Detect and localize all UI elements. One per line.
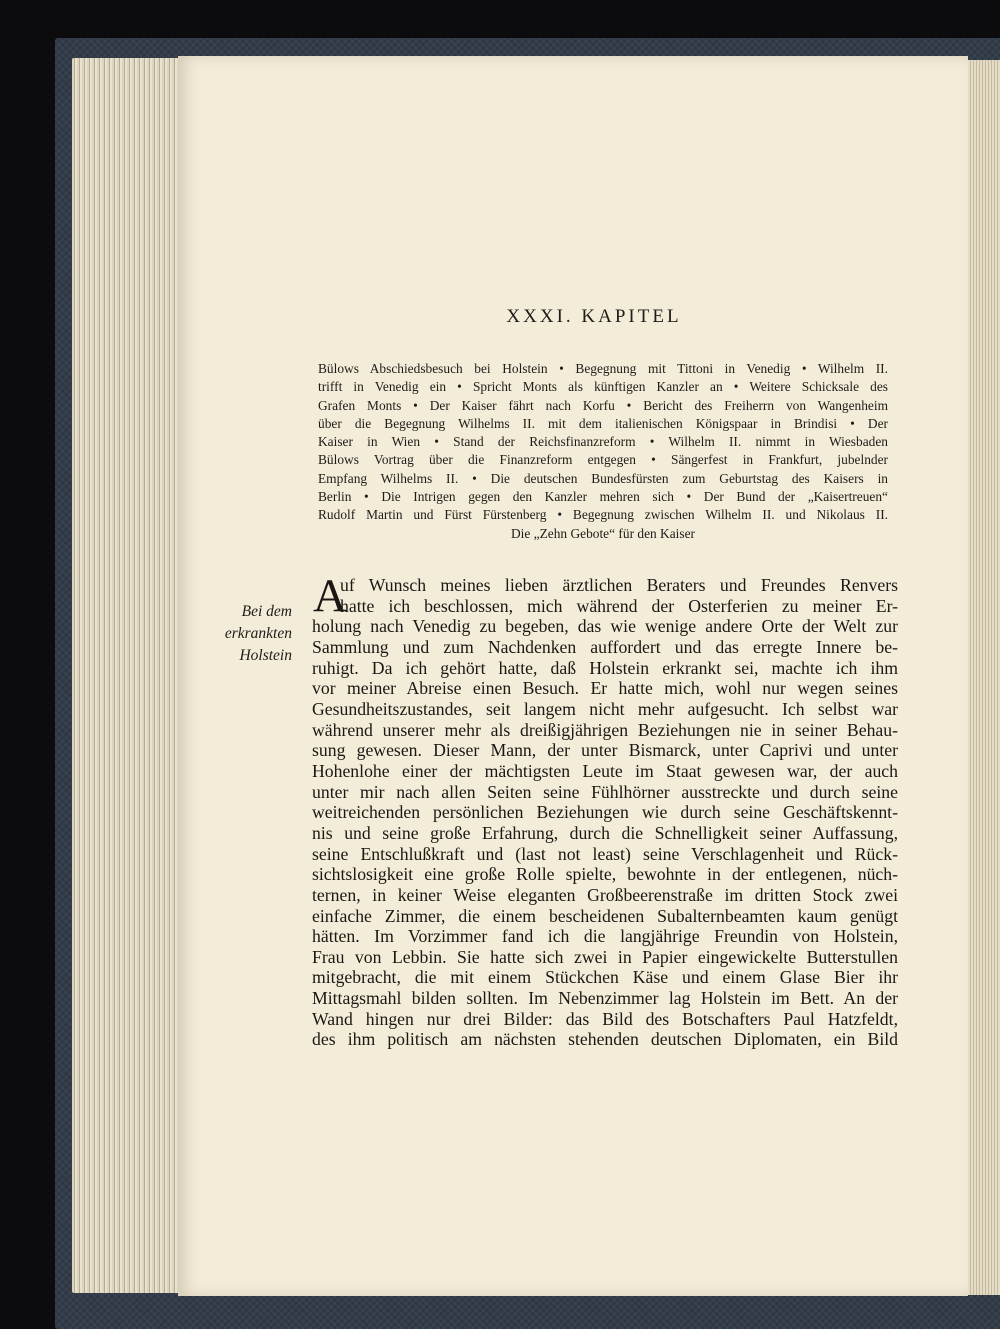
body-line: vor meiner Abreise einen Besuch. Er hatte mich, wohl nur wegen seines	[312, 678, 898, 699]
summary-line: Kaiser in Wien • Stand der Reichsfinanzreform • Wilhelm II. nimmt in Wiesbaden	[318, 434, 888, 450]
body-line: sung gewesen. Dieser Mann, der unter Bismarck, unter Caprivi und unter	[312, 740, 898, 761]
body-line: seine Entschlußkraft und (last not least) seine Verschlagenheit und Rück-	[312, 843, 898, 864]
page-edge-right	[968, 60, 1000, 1295]
summary-line: Empfang Wilhelms II. • Die deutschen Bundesfürsten zum Geburtstag des Kaisers in	[318, 470, 888, 486]
body-line: Mittagsmahl bilden sollten. Im Nebenzimmer lag Holstein im Bett. An der	[312, 988, 898, 1009]
body-text	[312, 570, 898, 1050]
body-line: unter mir nach allen Seiten seine Fühlhörner ausstreckte und durch seine	[312, 781, 898, 802]
body-line: nis und seine große Erfahrung, durch die Schnelligkeit seiner Auffassung,	[312, 822, 898, 843]
body-line: ternen, in keiner Weise eleganten Großbeerenstraße im dritten Stock zwei	[312, 884, 898, 905]
body-line: hätten. Im Vorzimmer fand ich die langjährige Freundin von Holstein,	[312, 926, 898, 947]
summary-line: Berlin • Die Intrigen gegen den Kanzler mehren sich • Der Bund der „Kaisertreuen“	[318, 489, 888, 505]
body-line: uf Wunsch meines lieben ärztlichen Beraters und Freundes Renvers	[340, 575, 898, 595]
body-line: sichtslosigkeit eine große Rolle spielte, bewohnte in der entlegenen, nüch-	[312, 864, 898, 885]
body-line: Frau von Lebbin. Sie hatte sich zwei in Papier eingewickelte Butterstullen	[312, 946, 898, 967]
chapter-summary	[318, 360, 888, 543]
body-line: holung nach Venedig zu begeben, das wie wenige andere Orte der Welt zur	[312, 616, 898, 637]
body-line: Wand hingen nur drei Bilder: das Bild des Botschafters Paul Hatzfeldt,	[312, 1008, 898, 1029]
page-edges	[72, 58, 180, 1293]
summary-line: Rudolf Martin und Fürst Fürstenberg • Begegnung zwischen Wilhelm II. und Nikolaus II.	[318, 507, 888, 523]
summary-line: trifft in Venedig ein • Spricht Monts als künftigen Kanzler an • Weitere Schicksale des	[318, 379, 888, 395]
body-line: Hohenlohe einer der mächtigsten Leute im Staat gewesen war, der auch	[312, 760, 898, 781]
chapter-title: XXXI. KAPITEL	[506, 306, 682, 327]
summary-line: Bülows Abschiedsbesuch bei Holstein • Begegnung mit Tittoni in Venedig • Wilhelm II.	[318, 361, 888, 376]
margin-note-line: Bei dem	[241, 603, 292, 620]
body-line: Gesundheitszustandes, seit langem nicht mehr aufgesucht. Ich selbst war	[312, 698, 898, 719]
summary-line: Grafen Monts • Der Kaiser fährt nach Korfu • Bericht des Freiherrn von Wangenheim	[318, 397, 888, 413]
margin-note-line: erkrankten	[224, 625, 292, 642]
body-line: ruhigt. Da ich gehört hatte, daß Holstein erkrankt sei, machte ich ihm	[312, 657, 898, 678]
summary-line: über die Begegnung Wilhelms II. mit dem italienischen Königspaar in Brindisi • Der	[318, 415, 888, 431]
body-line: während unserer mehr als dreißigjährigen Beziehungen nie in seiner Behau-	[312, 719, 898, 740]
body-line: weitreichenden persönlichen Beziehungen wie durch seine Geschäftskennt-	[312, 802, 898, 823]
summary-line: Bülows Vortrag über die Finanzreform entgegen • Sängerfest in Frankfurt, jubelnder	[318, 452, 888, 468]
body-line: des ihm politisch am nächsten stehenden deutschen Diplomaten, ein Bild	[312, 1029, 898, 1050]
summary-line: Die „Zehn Gebote“ für den Kaiser	[510, 525, 696, 541]
margin-note	[206, 601, 292, 667]
body-line: mitgebracht, die mit einem Stückchen Käse und einem Glase Bier ihr	[312, 967, 898, 988]
body-line: hatte ich beschlossen, mich während der Osterferien zu meiner Er-	[340, 595, 898, 616]
body-line: einfache Zimmer, die einem bescheidenen Subalternbeamten kaum genügt	[312, 905, 898, 926]
margin-note-line: Holstein	[239, 647, 292, 664]
drop-cap: A	[313, 570, 347, 622]
body-line: Sammlung und zum Nachdenken auffordert und das erregte Innere be-	[312, 636, 898, 657]
